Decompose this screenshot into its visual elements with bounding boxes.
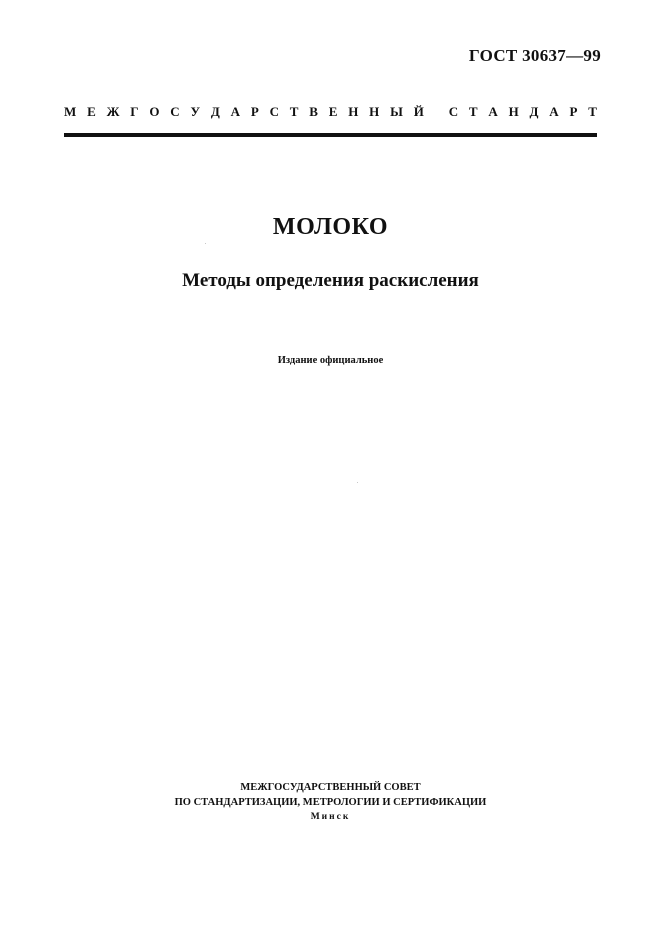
heading-letter: Г (130, 104, 139, 119)
heading-letter: Т (588, 104, 597, 119)
scan-speck (357, 482, 358, 483)
council-line-2: ПО СТАНДАРТИЗАЦИИ, МЕТРОЛОГИИ И СЕРТИФИКАЦИИ (174, 797, 487, 808)
heading-letter: Р (569, 104, 578, 119)
council-line-1: МЕЖГОСУДАРСТВЕННЫЙ СОВЕТ (240, 782, 421, 793)
heading-letter: Т (468, 104, 478, 119)
heading-letter: В (309, 104, 318, 119)
header-rule (64, 133, 597, 137)
heading-letter: С (269, 104, 279, 119)
gost-number: ГОСТ 30637—99 (468, 46, 601, 65)
heading-letter: Н (369, 104, 380, 119)
heading-letter: Н (348, 104, 359, 119)
heading-letter: Р (250, 104, 259, 119)
heading-letter: Е (328, 104, 338, 119)
heading-letter: О (149, 104, 160, 119)
heading-letter: Д (210, 104, 220, 119)
heading-letter: Н (508, 104, 519, 119)
document-subtitle: Методы определения раскисления (182, 270, 479, 291)
heading-gap (435, 104, 438, 120)
heading-letter: Т (289, 104, 299, 119)
heading-letter: М (64, 104, 77, 119)
heading-letter: Ы (390, 104, 403, 119)
publisher-city: Минск (310, 812, 351, 822)
heading-letter: С (448, 104, 459, 119)
heading-letter: Д (529, 104, 539, 119)
scan-speck (205, 243, 206, 244)
document-title: МОЛОКО (272, 214, 389, 240)
heading-letter: Й (413, 104, 424, 119)
publisher-block (0, 780, 661, 825)
heading-letter: А (549, 104, 559, 119)
heading-letter: С (170, 104, 180, 119)
interstate-standard-heading (64, 104, 597, 120)
heading-letter: У (190, 104, 201, 119)
heading-letter: А (488, 104, 498, 119)
heading-letter: Е (87, 104, 96, 119)
heading-letter: Ж (106, 104, 120, 119)
heading-letter: А (230, 104, 240, 119)
edition-note: Издание официальное (277, 355, 384, 366)
